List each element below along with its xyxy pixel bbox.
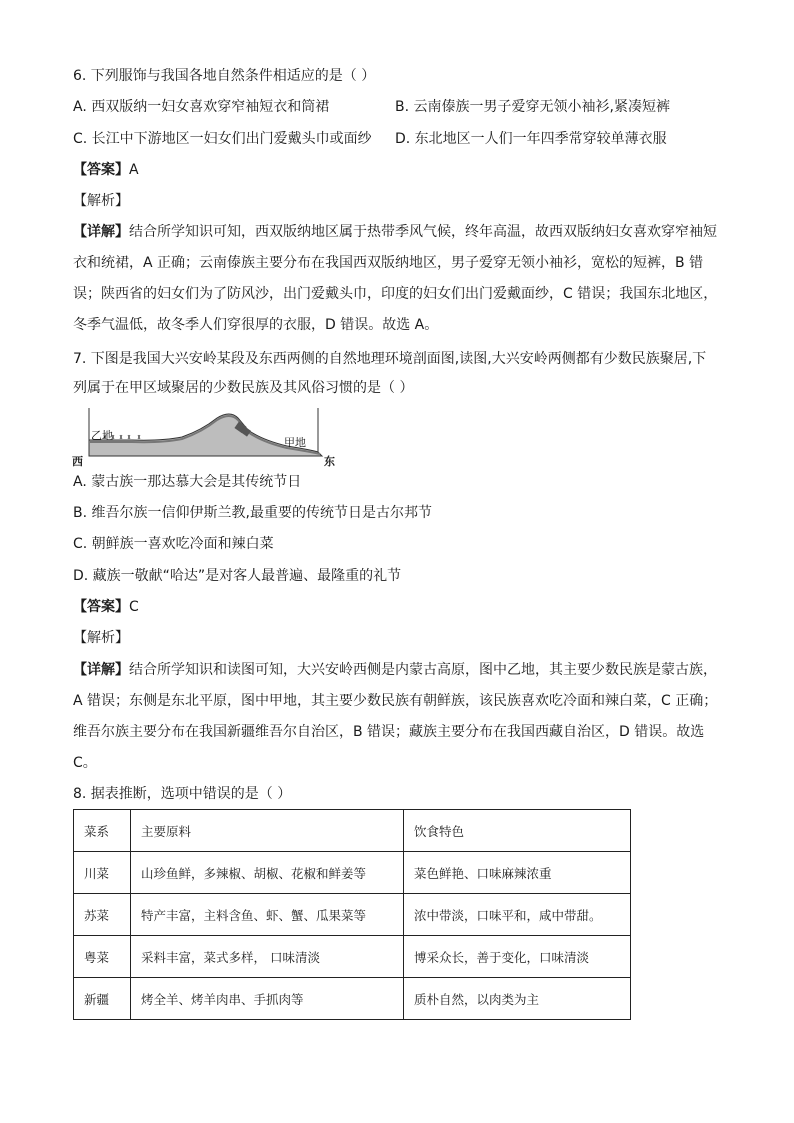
table-cell: 菜色鲜艳、口味麻辣浓重 (404, 852, 631, 894)
table-header-cell: 菜系 (74, 810, 131, 852)
table-header-cell: 饮食特色 (404, 810, 631, 852)
table-row (74, 978, 631, 1020)
table-cell: 浓中带淡，口味平和，咸中带甜。 (404, 894, 631, 936)
q7-option-d: D. 藏族一敬献“哈达”是对客人最普遍、最隆重的礼节 (73, 568, 402, 584)
table-cell: 川菜 (74, 852, 131, 894)
table-row (74, 852, 631, 894)
q7-option-b: B. 维吾尔族一信仰伊斯兰教,最重要的传统节日是古尔邦节 (73, 505, 432, 521)
q6-detail (73, 217, 723, 341)
q6-stem: 6. 下列服饰与我国各地自然条件相适应的是（ ） (73, 68, 376, 84)
answer-tag: 【答案】 (73, 599, 129, 615)
profile-diagram (72, 404, 335, 468)
detail-tag: 【详解】 (73, 224, 129, 240)
q6-analysis-tag: 【解析】 (73, 193, 129, 209)
table-row (74, 936, 631, 978)
table-header-row (74, 810, 631, 852)
q7-stem-line2: 列属于在甲区域聚居的少数民族及其风俗习惯的是（ ） (73, 380, 414, 396)
answer-tag: 【答案】 (73, 162, 129, 178)
label-west: 西 (72, 455, 83, 468)
q6-option-c: C. 长江中下游地区一妇女们出门爱戴头巾或面纱 (73, 131, 372, 147)
table-cell: 新疆 (74, 978, 131, 1020)
cuisine-table (73, 809, 631, 1020)
label-jia: 甲地 (284, 436, 306, 449)
q6-option-a: A. 西双版纳一妇女喜欢穿窄袖短衣和筒裙 (73, 99, 330, 115)
q7-option-c: C. 朝鲜族一喜欢吃冷面和辣白菜 (73, 536, 274, 552)
table-header-cell: 主要原料 (131, 810, 404, 852)
table-cell: 质朴自然，以肉类为主 (404, 978, 631, 1020)
q6-answer (73, 160, 139, 180)
detail-tag: 【详解】 (73, 662, 129, 678)
answer-value: C (129, 599, 139, 615)
table-cell: 特产丰富，主料含鱼、虾、蟹、瓜果菜等 (131, 894, 404, 936)
q6-option-b: B. 云南傣族一男子爱穿无领小袖衫,紧凑短裤 (395, 99, 670, 115)
q7-option-a: A. 蒙古族一那达慕大会是其传统节日 (73, 474, 302, 490)
label-east: 东 (324, 455, 335, 468)
q8-stem: 8. 据表推断，选项中错误的是（ ） (73, 786, 292, 802)
q7-answer (73, 597, 139, 617)
table-cell: 苏菜 (74, 894, 131, 936)
label-yi: 乙地 (91, 429, 113, 442)
answer-value: A (129, 162, 139, 178)
q7-analysis-tag: 【解析】 (73, 630, 129, 646)
table-cell: 烤全羊、烤羊肉串、手抓肉等 (131, 978, 404, 1020)
detail-text: 结合所学知识和读图可知，大兴安岭西侧是内蒙古高原，图中乙地，其主要少数民族是蒙古族，A 错误；东侧是东北平原，图中甲地，其主要少数民族有朝鲜族，该民族喜欢吃冷面和辣白菜，C 正确；维吾尔族主要分布在我国新疆维吾尔自治区，B 错误；藏族主要分布在我国西藏自治区，D 错误。故选 C。 (73, 662, 718, 771)
table-cell: 博采众长，善于变化，口味清淡 (404, 936, 631, 978)
q6-option-d: D. 东北地区一人们一年四季常穿较单薄衣服 (395, 131, 667, 147)
detail-text: 结合所学知识可知，西双版纳地区属于热带季风气候，终年高温，故西双版纳妇女喜欢穿窄袖短衣和统裙，A 正确；云南傣族主要分布在我国西双版纳地区，男子爱穿无领小袖衫，宽松的短裤，B 错误；陕西省的妇女们为了防风沙，出门爱戴头巾，印度的妇女们出门爱戴面纱，C 错误；我国东北地区，冬季气温低，故冬季人们穿很厚的衣服，D 错误。故选 A。 (73, 224, 718, 333)
q7-detail (73, 655, 723, 779)
table-cell: 采料丰富，菜式多样， 口味清淡 (131, 936, 404, 978)
q7-stem-line1: 7. 下图是我国大兴安岭某段及东西两侧的自然地理环境剖面图,读图,大兴安岭两侧都有少数民族聚居,下 (73, 351, 707, 367)
table-cell: 粤菜 (74, 936, 131, 978)
table-cell: 山珍鱼鲜，多辣椒、胡椒、花椒和鲜姜等 (131, 852, 404, 894)
table-row (74, 894, 631, 936)
